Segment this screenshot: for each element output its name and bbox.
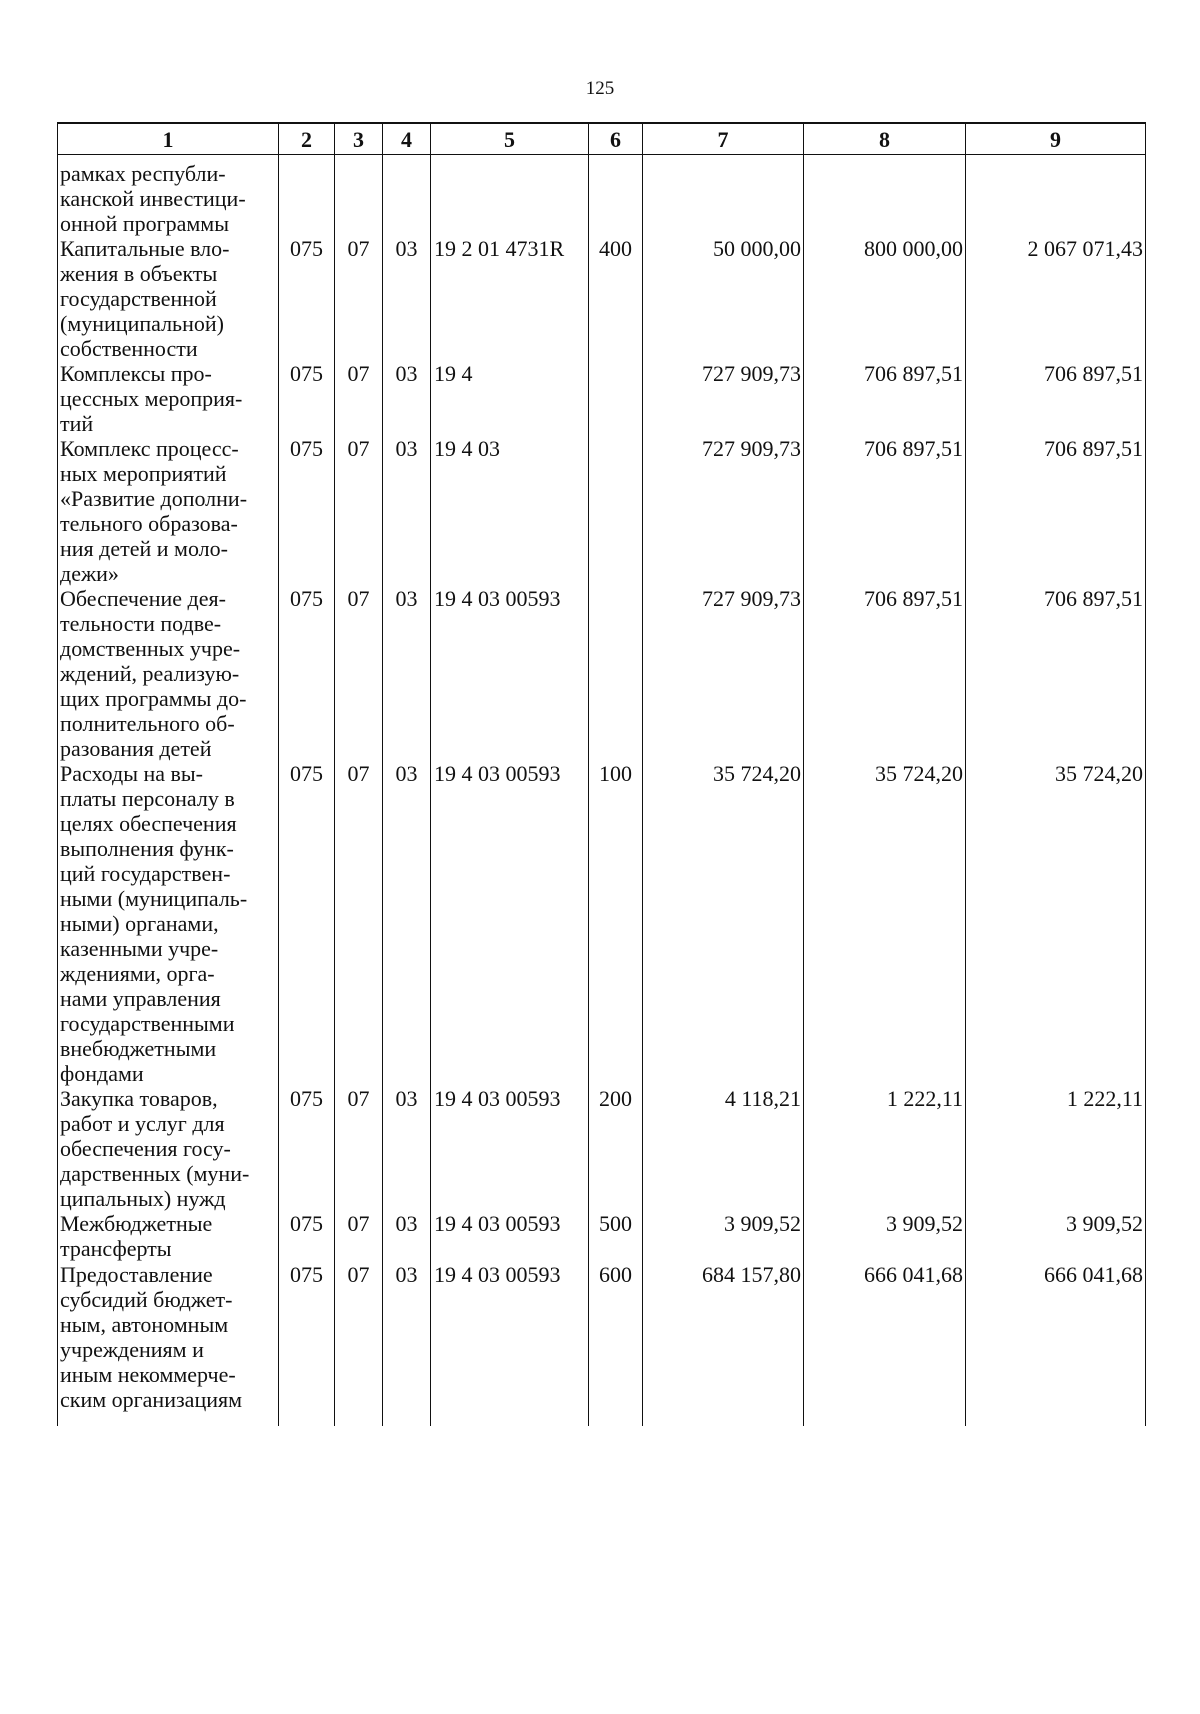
target-article-code: 19 4 03 00593	[431, 1262, 589, 1426]
target-article-code: 19 4 03 00593	[431, 761, 589, 1086]
subsection-code: 03	[383, 1086, 431, 1211]
amount-col-7: 3 909,52	[643, 1211, 804, 1262]
expense-type-code: 400	[589, 236, 643, 361]
column-header-7: 7	[643, 123, 804, 155]
table-row	[58, 361, 1146, 436]
section-code: 07	[335, 1086, 383, 1211]
subsection-code: 03	[383, 361, 431, 436]
amount-col-7: 727 909,73	[643, 436, 804, 586]
section-code: 07	[335, 586, 383, 761]
expense-type-code	[589, 436, 643, 586]
budget-table	[57, 122, 1146, 1426]
amount-col-8: 706 897,51	[804, 361, 966, 436]
expense-type-code: 600	[589, 1262, 643, 1426]
expense-type-code: 200	[589, 1086, 643, 1211]
table-header-row	[58, 123, 1146, 155]
table-row	[58, 236, 1146, 361]
column-header-8: 8	[804, 123, 966, 155]
column-header-3: 3	[335, 123, 383, 155]
amount-col-9: 3 909,52	[966, 1211, 1146, 1262]
amount-col-8: 3 909,52	[804, 1211, 966, 1262]
target-article-code: 19 4 03	[431, 436, 589, 586]
table-row	[58, 1086, 1146, 1211]
amount-col-8: 666 041,68	[804, 1262, 966, 1426]
subsection-code: 03	[383, 586, 431, 761]
subsection-code	[383, 155, 431, 237]
expense-type-code	[589, 586, 643, 761]
table-row	[58, 1211, 1146, 1262]
column-header-4: 4	[383, 123, 431, 155]
admin-code: 075	[279, 436, 335, 586]
amount-col-9: 1 222,11	[966, 1086, 1146, 1211]
item-name: Закупка товаров, работ и услуг для обеспечения госу- дарственных (муни- ципальных) нужд	[58, 1086, 279, 1211]
item-name: Предоставление субсидий бюджет- ным, автономным учреждениям и иным некоммерче- ским организациям	[58, 1262, 279, 1426]
admin-code: 075	[279, 761, 335, 1086]
table-row	[58, 586, 1146, 761]
amount-col-9: 35 724,20	[966, 761, 1146, 1086]
admin-code: 075	[279, 236, 335, 361]
amount-col-7: 50 000,00	[643, 236, 804, 361]
section-code: 07	[335, 1262, 383, 1426]
section-code: 07	[335, 436, 383, 586]
expense-type-code: 100	[589, 761, 643, 1086]
target-article-code: 19 4 03 00593	[431, 586, 589, 761]
amount-col-9: 666 041,68	[966, 1262, 1146, 1426]
expense-type-code	[589, 155, 643, 237]
admin-code: 075	[279, 586, 335, 761]
amount-col-8: 35 724,20	[804, 761, 966, 1086]
subsection-code: 03	[383, 1211, 431, 1262]
item-name: Межбюджетные трансферты	[58, 1211, 279, 1262]
amount-col-9	[966, 155, 1146, 237]
page-number: 125	[585, 78, 615, 99]
section-code	[335, 155, 383, 237]
table-row	[58, 436, 1146, 586]
amount-col-7	[643, 155, 804, 237]
table-body	[58, 155, 1146, 1427]
amount-col-8: 706 897,51	[804, 436, 966, 586]
amount-col-9: 706 897,51	[966, 436, 1146, 586]
target-article-code: 19 4 03 00593	[431, 1086, 589, 1211]
amount-col-9: 2 067 071,43	[966, 236, 1146, 361]
amount-col-9: 706 897,51	[966, 586, 1146, 761]
section-code: 07	[335, 361, 383, 436]
subsection-code: 03	[383, 436, 431, 586]
target-article-code	[431, 155, 589, 237]
target-article-code: 19 4	[431, 361, 589, 436]
target-article-code: 19 2 01 4731R	[431, 236, 589, 361]
admin-code: 075	[279, 1211, 335, 1262]
admin-code	[279, 155, 335, 237]
item-name: Расходы на вы- платы персоналу в целях обеспечения выполнения функ- ций государствен- ными (муниципаль- ными) органами, казенными учре- ждениями, орга- нами управления государственными внебюджетными фондами	[58, 761, 279, 1086]
admin-code: 075	[279, 1086, 335, 1211]
amount-col-8	[804, 155, 966, 237]
table-row	[58, 155, 1146, 237]
item-name: Комплексы про- цессных мероприя- тий	[58, 361, 279, 436]
column-header-9: 9	[966, 123, 1146, 155]
section-code: 07	[335, 1211, 383, 1262]
table-row	[58, 761, 1146, 1086]
amount-col-7: 684 157,80	[643, 1262, 804, 1426]
amount-col-9: 706 897,51	[966, 361, 1146, 436]
amount-col-7: 727 909,73	[643, 361, 804, 436]
expense-type-code: 500	[589, 1211, 643, 1262]
item-name: Комплекс процесс- ных мероприятий «Развитие дополни- тельного образова- ния детей и моло- дежи»	[58, 436, 279, 586]
amount-col-7: 35 724,20	[643, 761, 804, 1086]
item-name: рамках республи- канской инвестици- онной программы	[58, 155, 279, 237]
column-header-5: 5	[431, 123, 589, 155]
amount-col-7: 4 118,21	[643, 1086, 804, 1211]
table-row	[58, 1262, 1146, 1426]
admin-code: 075	[279, 1262, 335, 1426]
section-code: 07	[335, 761, 383, 1086]
expense-type-code	[589, 361, 643, 436]
item-name: Обеспечение дея- тельности подве- домственных учре- ждений, реализую- щих программы до- полнительного об- разования детей	[58, 586, 279, 761]
target-article-code: 19 4 03 00593	[431, 1211, 589, 1262]
amount-col-8: 800 000,00	[804, 236, 966, 361]
item-name: Капитальные вло- жения в объекты государственной (муниципальной) собственности	[58, 236, 279, 361]
amount-col-8: 1 222,11	[804, 1086, 966, 1211]
section-code: 07	[335, 236, 383, 361]
amount-col-8: 706 897,51	[804, 586, 966, 761]
column-header-1: 1	[58, 123, 279, 155]
subsection-code: 03	[383, 236, 431, 361]
column-header-2: 2	[279, 123, 335, 155]
admin-code: 075	[279, 361, 335, 436]
subsection-code: 03	[383, 761, 431, 1086]
column-header-6: 6	[589, 123, 643, 155]
subsection-code: 03	[383, 1262, 431, 1426]
amount-col-7: 727 909,73	[643, 586, 804, 761]
